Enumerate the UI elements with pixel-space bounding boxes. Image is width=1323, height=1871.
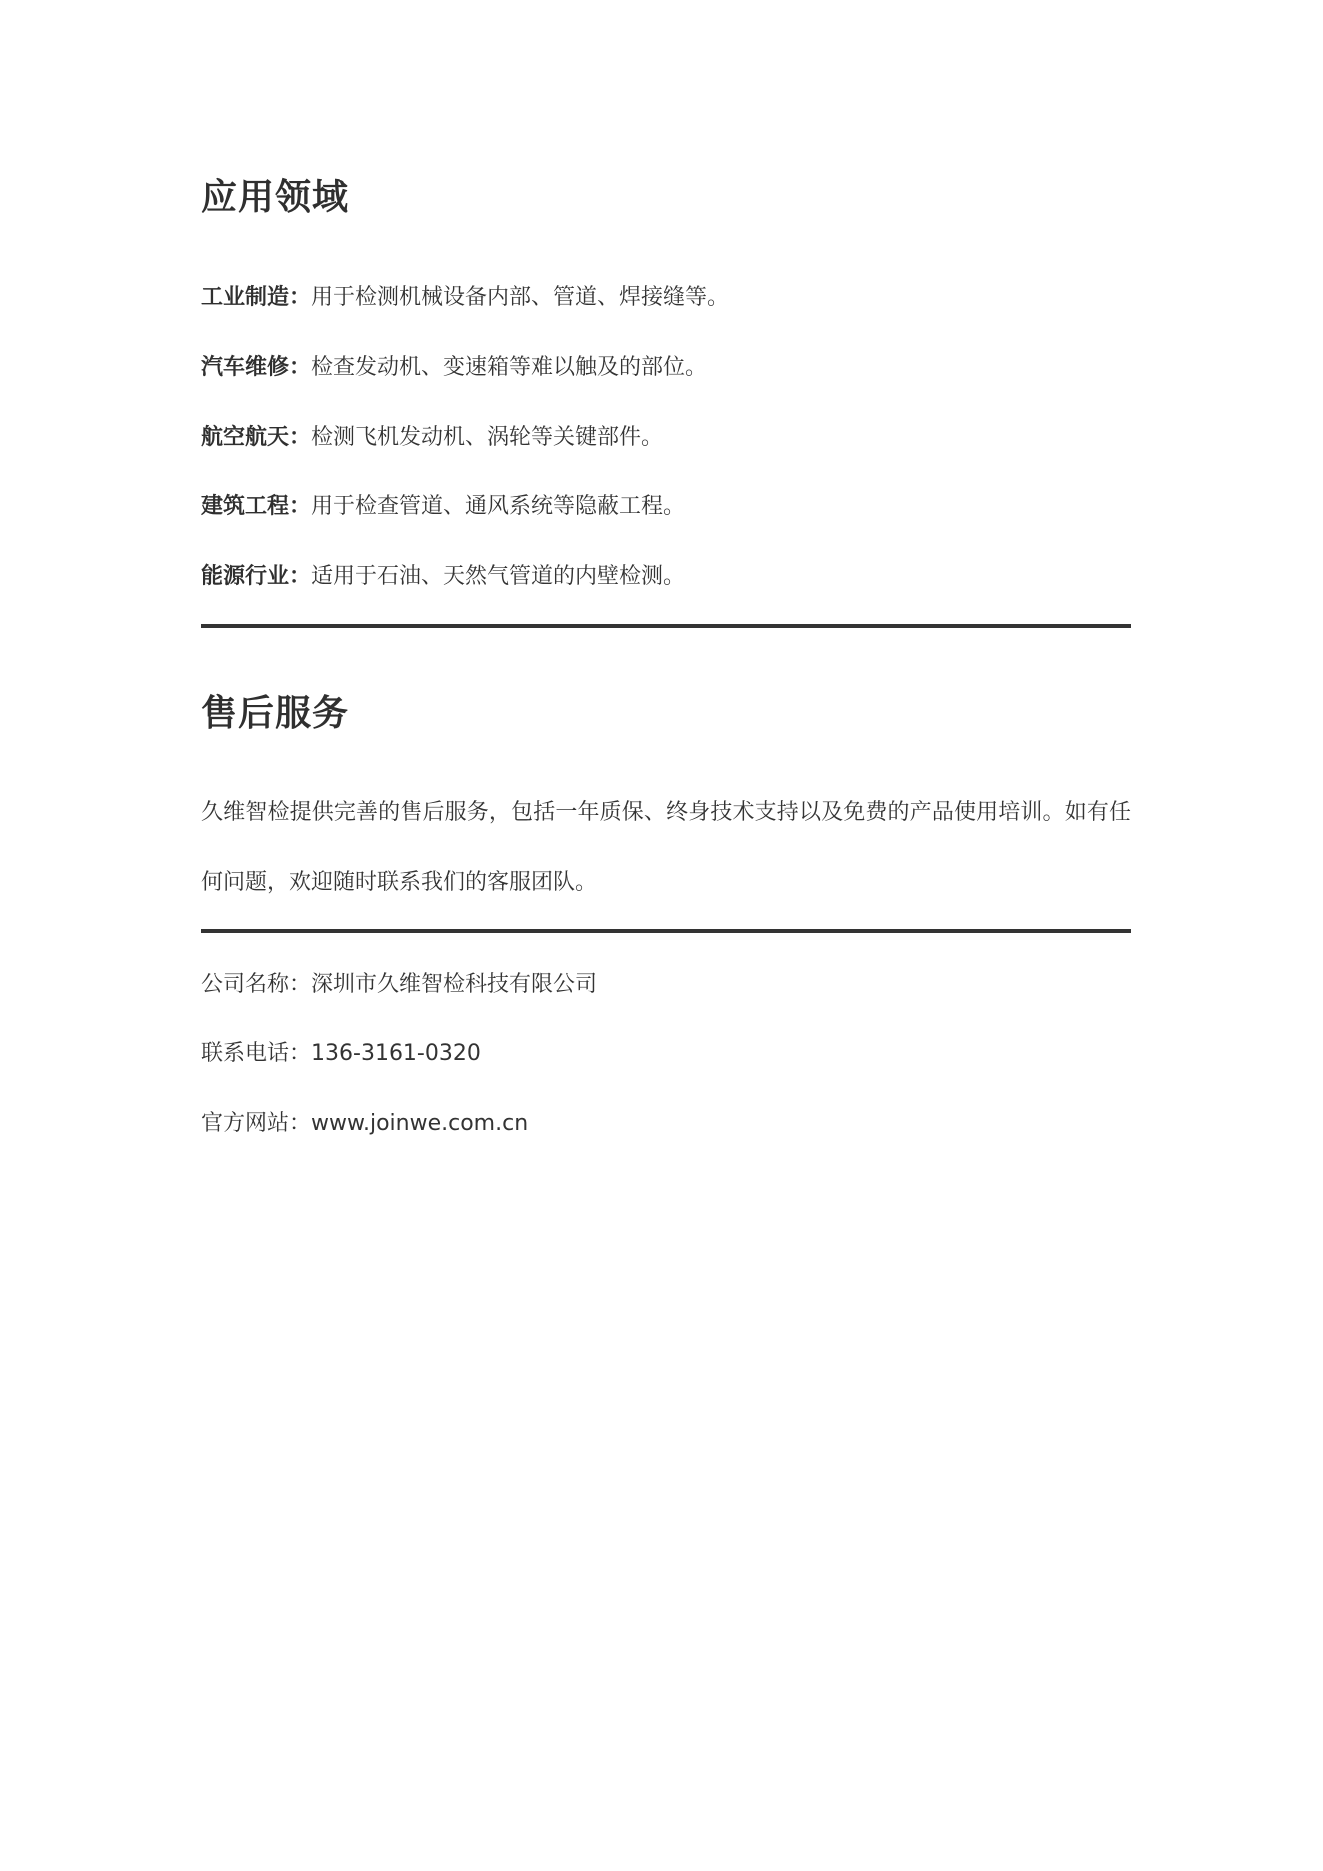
phone-value: 136-3161-0320	[311, 1041, 481, 1066]
application-item-text: 用于检查管道、通风系统等隐蔽工程。	[311, 494, 686, 519]
application-item-label: 能源行业：	[201, 564, 312, 589]
company-name-value: 深圳市久维智检科技有限公司	[311, 972, 598, 997]
application-item	[201, 562, 685, 592]
applications-heading: 应用领域	[201, 177, 350, 218]
company-name-label: 公司名称：	[201, 972, 312, 997]
application-item	[201, 492, 685, 522]
website-row	[201, 1109, 528, 1139]
website-label: 官方网站：	[201, 1111, 312, 1136]
phone-row	[201, 1039, 481, 1069]
application-item	[201, 423, 663, 453]
application-item-text: 适用于石油、天然气管道的内壁检测。	[311, 564, 686, 589]
company-name-row	[201, 970, 597, 1000]
after-sales-heading: 售后服务	[201, 693, 350, 734]
application-item-text: 用于检测机械设备内部、管道、焊接缝等。	[311, 285, 730, 310]
after-sales-paragraph: 久维智检提供完善的售后服务，包括一年质保、终身技术支持以及免费的产品使用培训。如有任何问题，欢迎随时联系我们的客服团队。	[201, 800, 1131, 895]
application-item-label: 工业制造：	[201, 285, 312, 310]
website-value: www.joinwe.com.cn	[311, 1111, 529, 1136]
application-item-text: 检查发动机、变速箱等难以触及的部位。	[311, 355, 708, 380]
phone-label: 联系电话：	[201, 1041, 312, 1066]
application-item-label: 航空航天：	[201, 425, 312, 450]
section-divider	[201, 624, 1131, 628]
application-item-label: 汽车维修：	[201, 355, 312, 380]
application-item	[201, 353, 707, 383]
section-divider	[201, 929, 1131, 933]
application-item-text: 检测飞机发动机、涡轮等关键部件。	[311, 425, 664, 450]
application-item	[201, 283, 729, 313]
application-item-label: 建筑工程：	[201, 494, 312, 519]
